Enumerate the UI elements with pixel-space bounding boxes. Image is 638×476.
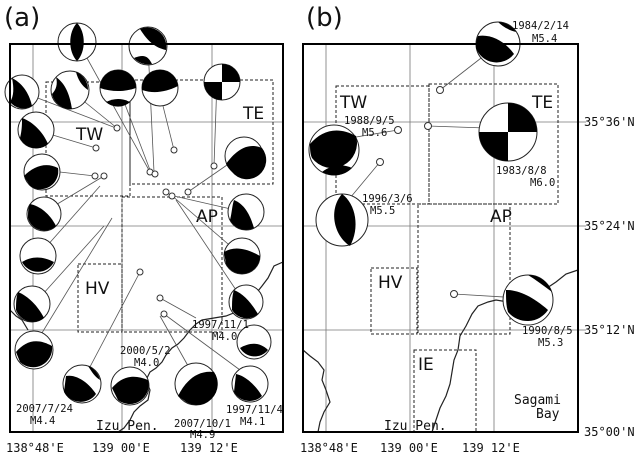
izu-peninsula-label-a: Izu Pen.	[96, 419, 159, 434]
lat-tick-label: 35°12'N	[584, 323, 635, 337]
event-date: 1997/11/1	[192, 319, 249, 331]
epicenter-marker	[101, 173, 107, 179]
beachball	[232, 366, 268, 402]
region-ap-label-a: AP	[196, 207, 218, 227]
epicenter-marker	[114, 125, 120, 131]
beachball	[18, 112, 54, 148]
event-date: 1996/3/6	[362, 193, 413, 205]
region-te-label-a: TE	[243, 104, 265, 124]
epicenter-marker	[437, 87, 444, 94]
epicenter-marker	[185, 189, 191, 195]
epicenter-marker	[161, 311, 167, 317]
beachball	[27, 197, 61, 231]
lat-tick-label: 35°24'N	[584, 219, 635, 233]
lon-tick-label: 139 12'E	[180, 441, 238, 455]
beachball	[175, 363, 218, 405]
event-magnitude: M5.6	[362, 127, 388, 139]
region-hv-label-b: HV	[378, 273, 403, 293]
beachball	[14, 286, 50, 322]
beachball	[204, 64, 240, 100]
lon-tick-label: 139 00'E	[92, 441, 150, 455]
event-magnitude: M4.9	[190, 429, 216, 441]
event-date: 1983/8/8	[496, 165, 547, 177]
epicenter-marker	[93, 145, 99, 151]
event-magnitude: M6.0	[530, 177, 556, 189]
sagami-bay-label: Bay	[536, 407, 560, 422]
epicenter-marker	[171, 147, 177, 153]
epicenter-marker	[169, 193, 175, 199]
lon-tick-label: 139 00'E	[380, 441, 438, 455]
beachball	[24, 154, 60, 190]
beachball	[316, 194, 368, 246]
beachball	[111, 367, 149, 405]
epicenter-marker	[425, 123, 432, 130]
panel-b	[300, 3, 635, 455]
event-magnitude: M4.0	[134, 357, 160, 369]
beachball	[15, 331, 53, 369]
event-date: 1997/11/4	[226, 404, 283, 416]
lon-tick-label: 139 12'E	[462, 441, 520, 455]
event-magnitude: M5.5	[370, 205, 396, 217]
event-date: 2007/10/1	[174, 418, 231, 430]
event-magnitude: M4.1	[240, 416, 266, 428]
lat-tick-label: 35°36'N	[584, 115, 635, 129]
beachball	[142, 70, 178, 106]
epicenter-marker	[92, 173, 98, 179]
event-magnitude: M4.4	[30, 415, 56, 427]
beachball	[309, 125, 359, 175]
izu-peninsula-label-b: Izu Pen.	[384, 419, 447, 434]
panel-a-label: (a)	[4, 3, 41, 33]
event-date: 1984/2/14	[512, 20, 569, 32]
region-tw-label-a: TW	[76, 125, 104, 145]
panel-b-label: (b)	[306, 3, 343, 33]
panel-a-axis-labels	[6, 441, 238, 455]
event-date: 1990/8/5	[522, 325, 573, 337]
beachball	[228, 194, 264, 230]
region-hv-label-a: HV	[85, 279, 110, 299]
event-magnitude: M5.4	[532, 33, 558, 45]
beachball	[225, 137, 266, 179]
panel-a	[4, 3, 283, 455]
epicenter-marker	[377, 159, 384, 166]
beachball	[20, 238, 56, 274]
event-date: 1988/9/5	[344, 115, 395, 127]
beachball	[503, 275, 553, 325]
lon-tick-label: 138°48'E	[300, 441, 358, 455]
epicenter-marker	[157, 295, 163, 301]
sagami-bay-label: Sagami	[514, 393, 561, 408]
region-ie-label-b: IE	[418, 355, 434, 375]
epicenter-marker	[152, 171, 158, 177]
epicenter-marker	[137, 269, 143, 275]
event-magnitude: M5.3	[538, 337, 564, 349]
region-te-label-b: TE	[532, 93, 554, 113]
beachball	[100, 70, 136, 107]
lon-tick-label: 138°48'E	[6, 441, 64, 455]
lat-tick-label: 35°00'N	[584, 425, 635, 439]
event-date: 2000/5/2	[120, 345, 171, 357]
region-tw-label-b: TW	[340, 93, 368, 113]
epicenter-marker	[451, 291, 458, 298]
beachball	[129, 27, 167, 65]
event-date: 2007/7/24	[16, 403, 73, 415]
beachball	[58, 23, 96, 61]
beachball	[479, 103, 537, 161]
epicenter-marker	[163, 189, 169, 195]
beachball	[51, 71, 89, 109]
beachball	[229, 285, 263, 319]
epicenter-marker	[395, 127, 402, 134]
beachball	[63, 365, 101, 403]
event-magnitude: M4.0	[212, 331, 238, 343]
region-ap-label-b: AP	[490, 207, 512, 227]
epicenter-marker	[211, 163, 217, 169]
beachball	[224, 238, 260, 274]
